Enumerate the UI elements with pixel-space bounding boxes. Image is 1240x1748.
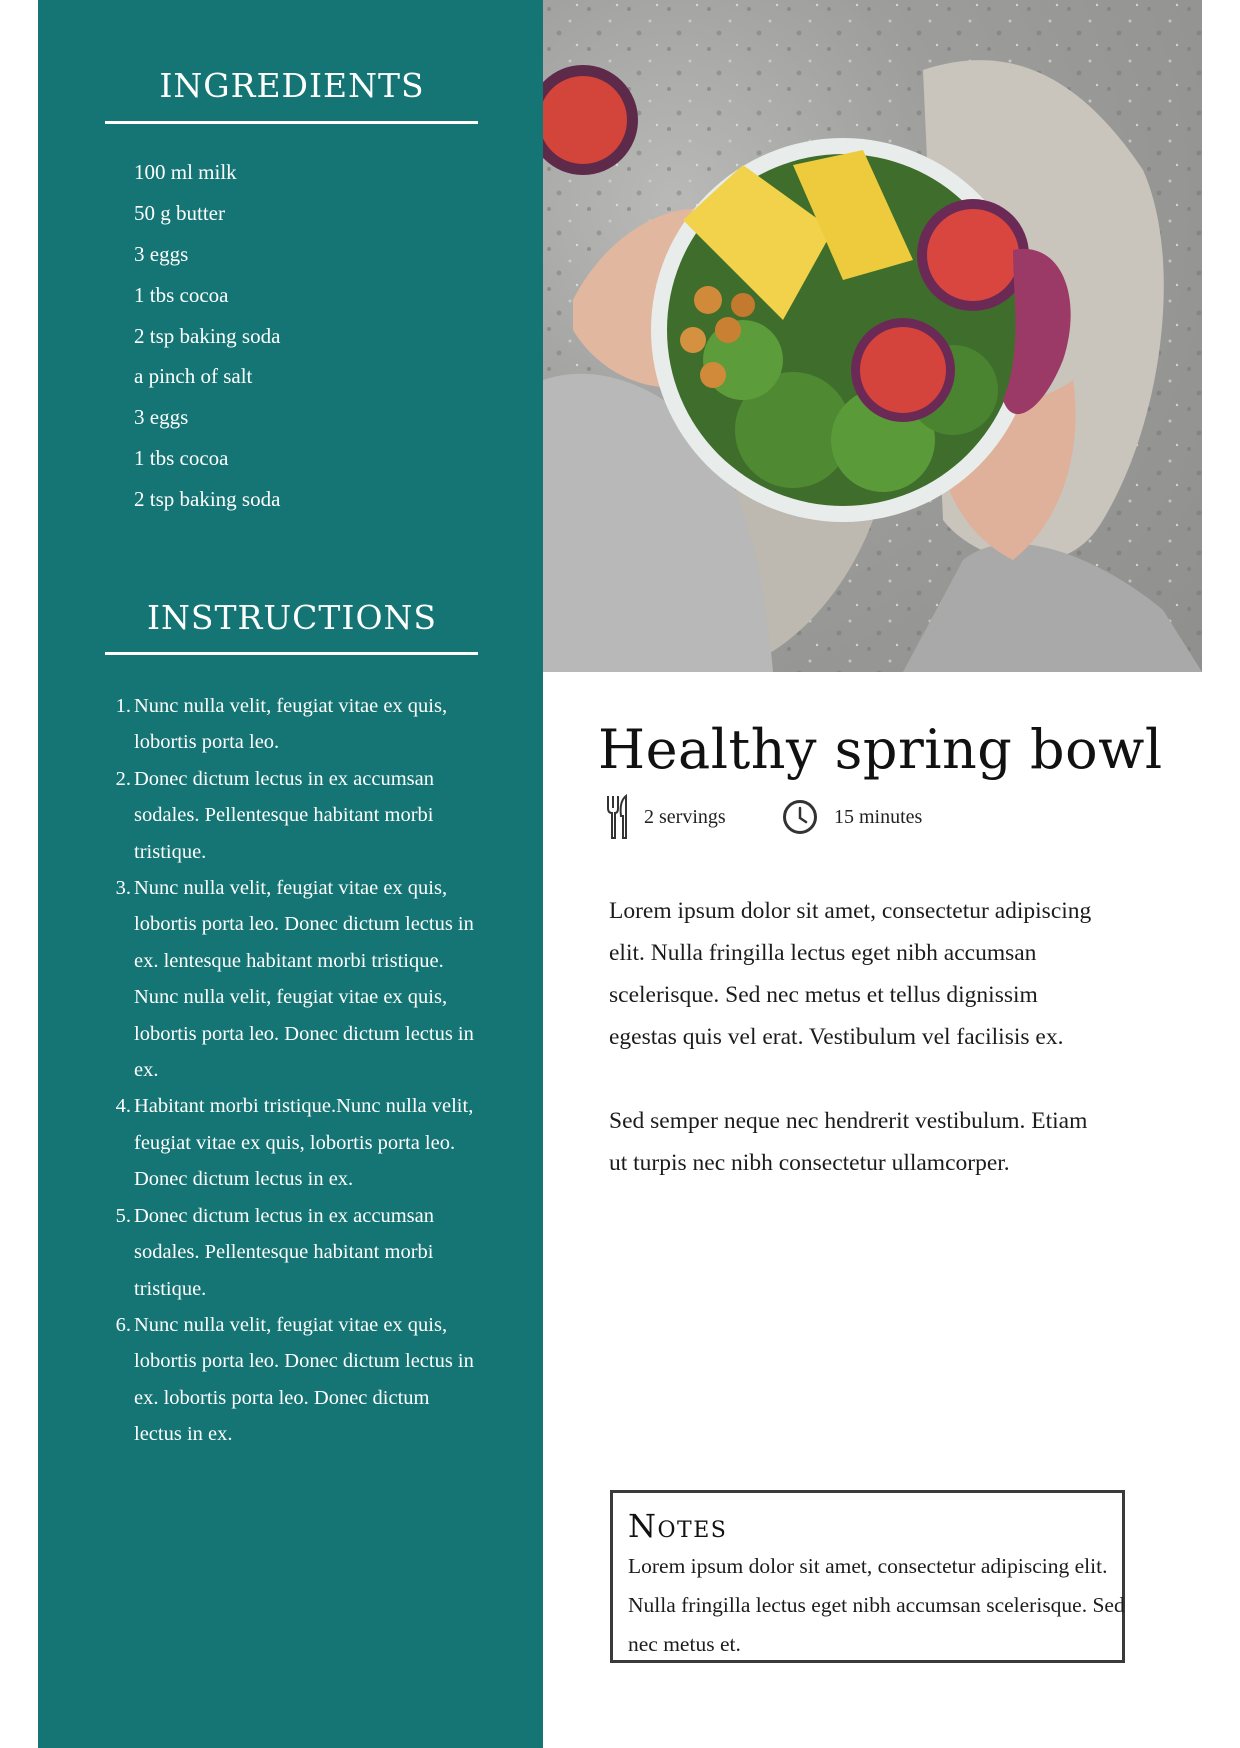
- instruction-step: [106, 1307, 478, 1453]
- servings-meta: [606, 794, 726, 840]
- step-number: 4.: [115, 1095, 131, 1118]
- step-number: 3.: [115, 877, 131, 900]
- instruction-step: [106, 761, 478, 870]
- notes-title: Notes: [628, 1507, 728, 1545]
- ingredient-item: 100 ml milk: [134, 160, 237, 184]
- servings-text: 2 servings: [644, 805, 726, 828]
- recipe-title: Healthy spring bowl: [598, 718, 1163, 781]
- time-text: 15 minutes: [834, 805, 923, 828]
- notes-text: Lorem ipsum dolor sit amet, consectetur adipiscing elit. Nulla fringilla lectus eget nibh accumsan scelerisque. Sed nec metus et.: [628, 1554, 1125, 1656]
- sidebar: [38, 0, 543, 1748]
- recipe-description: [609, 890, 1109, 1226]
- instruction-step: [106, 1198, 478, 1307]
- step-number: 5.: [115, 1204, 131, 1227]
- step-text: Donec dictum lectus in ex accumsan sodales. Pellentesque habitant morbi tristique.: [134, 1204, 434, 1300]
- ingredient-item: 1 tbs cocoa: [134, 446, 229, 471]
- ingredient-item: 2 tsp baking soda: [134, 323, 281, 348]
- description-paragraph: Sed semper neque nec hendrerit vestibulum. Etiam ut turpis nec nibh consectetur ullamcorper.: [609, 1108, 1088, 1176]
- instruction-step: [106, 1088, 478, 1197]
- ingredient-item: a pinch of salt: [134, 364, 253, 389]
- step-number: 2.: [115, 767, 131, 790]
- step-text: Nunc nulla velit, feugiat vitae ex quis, lobortis porta leo. Donec dictum lectus in ex. lobortis porta leo. Donec dictum lectus in ex.: [134, 1313, 474, 1446]
- instructions-divider: [105, 652, 478, 655]
- food-bowl-illustration: [543, 0, 1202, 672]
- instructions-list: [106, 688, 478, 1453]
- ingredient-item: 50 g butter: [134, 200, 225, 225]
- instructions-title: INSTRUCTIONS: [146, 598, 438, 637]
- ingredient-item: 3 eggs: [134, 405, 189, 430]
- fork-knife-icon: [606, 794, 628, 840]
- step-text: Nunc nulla velit, feugiat vitae ex quis, lobortis porta leo. Donec dictum lectus in ex. lentesque habitant morbi tristique. Nunc nulla velit, feugiat vitae ex quis, lobortis porta leo. Donec dictum lectus in ex.: [134, 877, 474, 1082]
- notes-box: [610, 1490, 1125, 1663]
- instruction-step: [106, 870, 478, 1088]
- instruction-step: [106, 688, 478, 761]
- ingredient-item: 1 tbs cocoa: [134, 282, 229, 307]
- description-paragraph: Lorem ipsum dolor sit amet, consectetur adipiscing elit. Nulla fringilla lectus eget nibh accumsan scelerisque. Sed nec metus et tellus dignissim egestas quis vel erat. Vestibulum vel facilisis ex.: [609, 898, 1092, 1050]
- ingredient-item: 3 eggs: [134, 241, 189, 266]
- ingredients-divider: [105, 121, 478, 124]
- time-meta: [782, 794, 922, 840]
- step-text: Donec dictum lectus in ex accumsan sodales. Pellentesque habitant morbi tristique.: [134, 767, 434, 863]
- ingredient-item: 2 tsp baking soda: [134, 487, 281, 512]
- step-number: 6.: [115, 1313, 131, 1336]
- ingredients-title: INGREDIENTS: [159, 66, 425, 105]
- recipe-photo: [543, 0, 1202, 672]
- step-text: Nunc nulla velit, feugiat vitae ex quis, lobortis porta leo.: [134, 695, 448, 754]
- ingredients-list: [134, 152, 280, 520]
- clock-icon: [782, 799, 818, 835]
- step-number: 1.: [115, 695, 131, 717]
- step-text: Habitant morbi tristique.Nunc nulla velit, feugiat vitae ex quis, lobortis porta leo. Donec dictum lectus in ex.: [134, 1095, 474, 1191]
